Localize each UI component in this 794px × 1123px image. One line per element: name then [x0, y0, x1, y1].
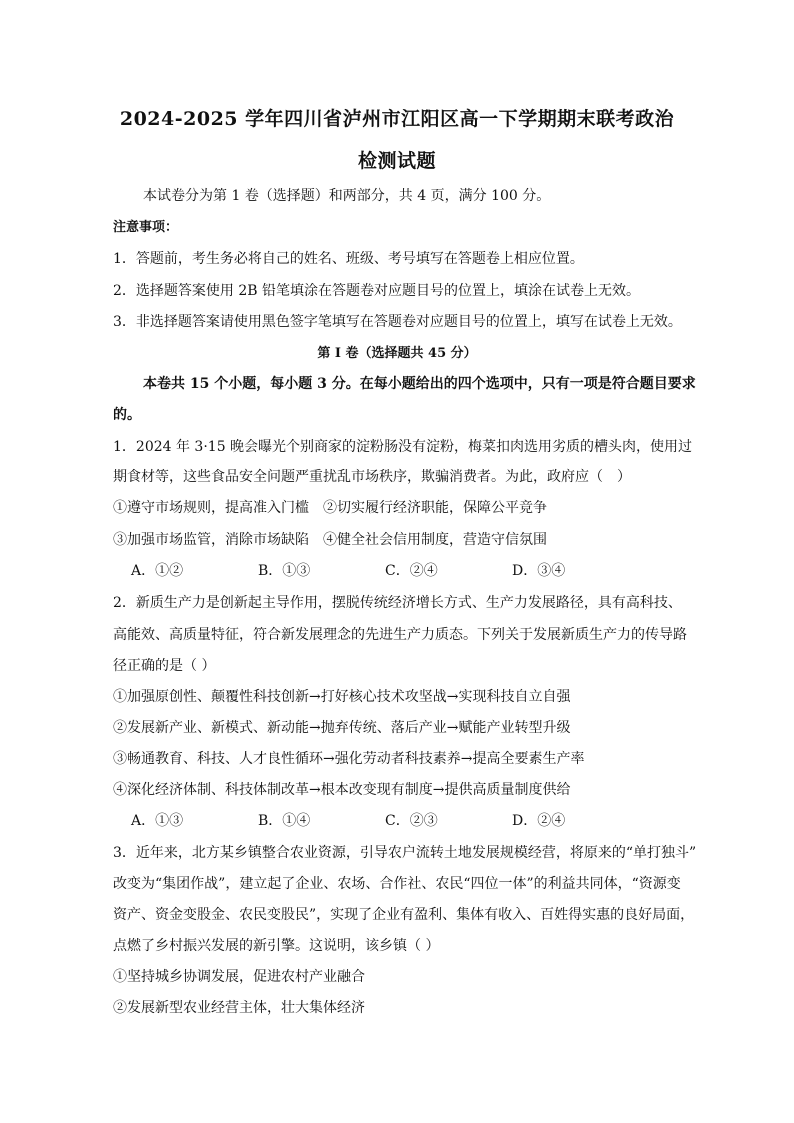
section-desc: 本卷共 15 个小题，每小题 3 分。在每小题给出的四个选项中，只有一项是符合题目要求 — [143, 376, 696, 392]
answer-options — [131, 810, 639, 830]
answer-option: D．②④ — [512, 813, 566, 829]
exam-title-line2: 检测试题 — [357, 150, 436, 172]
question-stem: 高能效、高质量特征，符合新发展理念的先进生产力质态。下列关于发展新质生产力的传导路 — [113, 627, 687, 643]
note-item: 1．答题前，考生务必将自己的姓名、班级、考号填写在答题卷上相应位置。 — [113, 251, 584, 267]
question-stem: 2．新质生产力是创新起主导作用，摆脱传统经济增长方式、生产力发展路径，具有高科技、 — [113, 595, 682, 611]
question-stem: 改变为“集团作战”，建立起了企业、农场、合作社、农民“四位一体”的利益共同体，“资源变 — [113, 876, 681, 892]
answer-option: C．②③ — [385, 813, 438, 829]
answer-option: A．①③ — [131, 813, 184, 829]
answer-option: D．③④ — [512, 563, 566, 579]
answer-options — [131, 560, 639, 580]
question-stem: 径正确的是（ ） — [113, 658, 216, 674]
exam-title-line1: 2024-2025 学年四川省泸州市江阳区高一下学期期末联考政治 — [119, 108, 675, 130]
answer-option: B．①③ — [258, 563, 311, 579]
answer-option: B．①④ — [258, 813, 311, 829]
question-statement: ④深化经济体制、科技体制改革→根本改变现有制度→提供高质量制度供给 — [113, 782, 571, 798]
note-item: 2．选择题答案使用 2B 铅笔填涂在答题卷对应题目号的位置上，填涂在试卷上无效。 — [113, 283, 641, 299]
question-statement: ①加强原创性、颠覆性科技创新→打好核心技术攻坚战→实现科技自立自强 — [113, 689, 571, 705]
question-statement: ②发展新型农业经营主体，壮大集体经济 — [113, 1000, 365, 1016]
question-stem: 期食材等，这些食品安全问题严重扰乱市场秩序，欺骗消费者。为此，政府应（ ） — [113, 469, 631, 485]
question-stem: 资产、资金变股金、农民变股民”，实现了企业有盈利、集体有收入、百姓得实惠的良好局面， — [113, 907, 695, 923]
question-statement: ①坚持城乡协调发展，促进农村产业融合 — [113, 969, 365, 985]
question-stem: 点燃了乡村振兴发展的新引擎。这说明，该乡镇（ ） — [113, 938, 440, 954]
question-statement: ③加强市场监管，消除市场缺陷 ④健全社会信用制度，营造守信氛围 — [113, 532, 547, 548]
intro-text: 本试卷分为第 1 卷（选择题）和两部分，共 4 页，满分 100 分。 — [143, 188, 551, 204]
section-title: 第 I 卷（选择题共 45 分） — [317, 346, 477, 361]
question-statement: ②发展新产业、新模式、新动能→抛弃传统、落后产业→赋能产业转型升级 — [113, 720, 571, 736]
section-desc: 的。 — [113, 407, 141, 423]
question-statement: ①遵守市场规则，提高准入门槛 ②切实履行经济职能，保障公平竞争 — [113, 500, 547, 516]
answer-option: C．②④ — [385, 563, 438, 579]
note-item: 3．非选择题答案请使用黑色签字笔填写在答题卷对应题目号的位置上，填写在试卷上无效。 — [113, 314, 682, 330]
question-statement: ③畅通教育、科技、人才良性循环→强化劳动者科技素养→提高全要素生产率 — [113, 751, 585, 767]
question-stem: 3．近年来，北方某乡镇整合农业资源，引导农户流转土地发展规模经营，将原来的“单打独斗” — [113, 845, 697, 861]
question-stem: 1．2024 年 3·15 晚会曝光个别商家的淀粉肠没有淀粉，梅菜扣肉选用劣质的槽头肉，使用过 — [113, 439, 693, 455]
answer-option: A．①② — [131, 563, 184, 579]
notes-heading: 注意事项： — [113, 220, 179, 235]
